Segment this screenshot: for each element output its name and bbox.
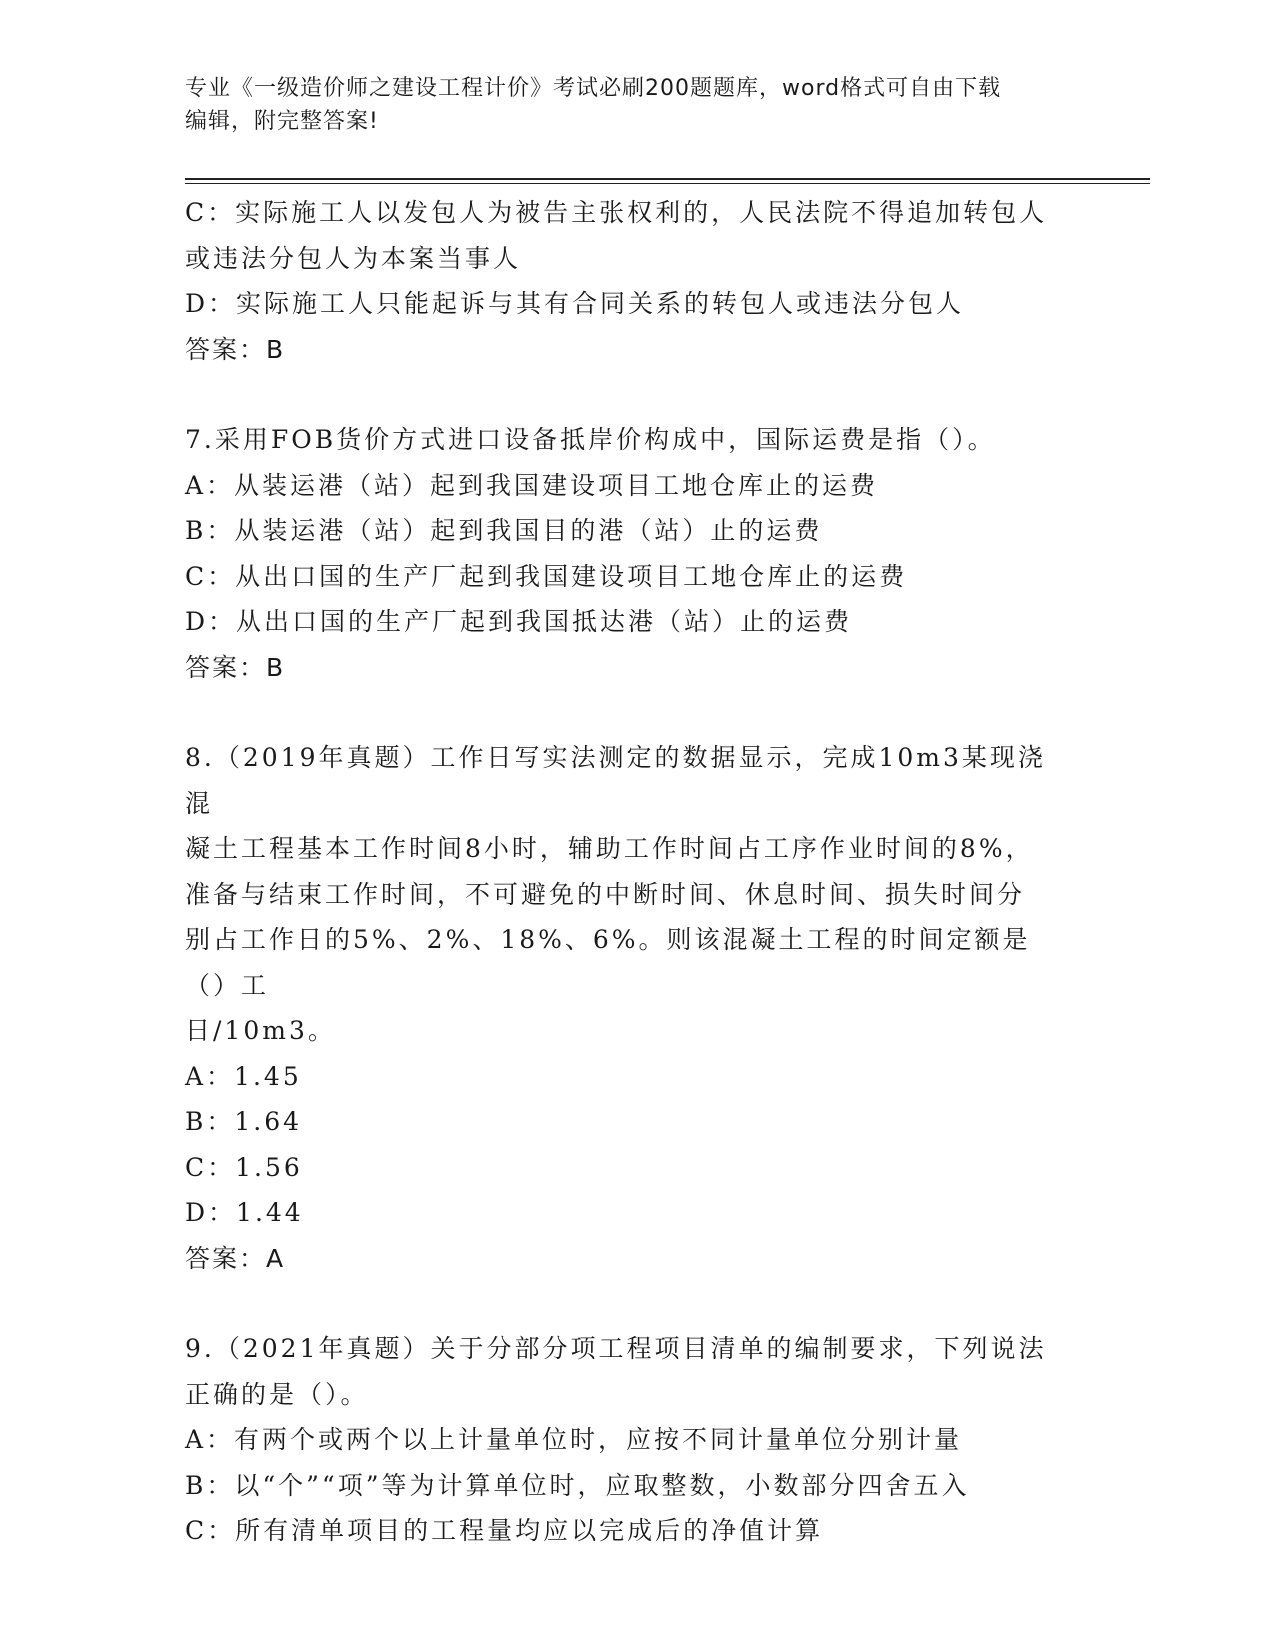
header-rule-thick bbox=[185, 178, 1150, 180]
question-stem-line-4: 别占工作日的5%、2%、18%、6%。则该混凝土工程的时间定额是（）工 bbox=[185, 925, 1031, 1000]
option-a: A：从装运港（站）起到我国建设项目工地仓库止的运费 bbox=[185, 470, 879, 500]
option-a: A：有两个或两个以上计量单位时，应按不同计量单位分别计量 bbox=[185, 1425, 963, 1454]
option-c: C：实际施工人以发包人为被告主张权利的，人民法院不得追加转包人 bbox=[185, 198, 1048, 227]
question-9 bbox=[185, 1326, 1070, 1554]
header-rule-thin bbox=[185, 183, 1150, 184]
option-b: B：1.64 bbox=[185, 1107, 303, 1136]
option-b: B：以“个”“项”等为计算单位时，应取整数，小数部分四舍五入 bbox=[185, 1470, 970, 1500]
option-a: A：1.45 bbox=[185, 1061, 302, 1091]
question-stem-line-1: 8.（2019年真题）工作日写实法测定的数据显示，完成10m3某现浇混 bbox=[185, 743, 1046, 818]
option-c-continued: 或违法分包人为本案当事人 bbox=[185, 243, 522, 273]
option-c: C：从出口国的生产厂起到我国建设项目工地仓库止的运费 bbox=[185, 561, 908, 591]
question-6-tail bbox=[185, 190, 1070, 372]
question-7 bbox=[185, 417, 1070, 690]
question-stem-line-2: 凝土工程基本工作时间8小时，辅助工作时间占工序作业时间的8%， bbox=[185, 834, 1034, 863]
header-line-2: 编辑，附完整答案! bbox=[185, 109, 379, 134]
question-stem-line-1: 9.（2021年真题）关于分部分项工程项目清单的编制要求，下列说法 bbox=[185, 1334, 1047, 1363]
document-header bbox=[185, 72, 1065, 138]
option-c: C：1.56 bbox=[185, 1152, 303, 1182]
spacer bbox=[185, 1281, 1070, 1326]
option-d: D：从出口国的生产厂起到我国抵达港（站）止的运费 bbox=[185, 607, 853, 636]
question-stem: 7.采用FOB货价方式进口设备抵岸价构成中，国际运费是指（）。 bbox=[185, 425, 996, 454]
option-b: B：从装运港（站）起到我国目的港（站）止的运费 bbox=[185, 516, 823, 545]
spacer bbox=[185, 372, 1070, 417]
question-stem-line-3: 准备与结束工作时间，不可避免的中断时间、休息时间、损失时间分 bbox=[185, 879, 1026, 909]
option-d: D：1.44 bbox=[185, 1198, 304, 1227]
question-8 bbox=[185, 735, 1070, 1281]
spacer bbox=[185, 690, 1070, 735]
option-c: C：所有清单项目的工程量均应以完成后的净值计算 bbox=[185, 1516, 824, 1545]
question-stem-line-5: 日/10m3。 bbox=[185, 1016, 336, 1045]
header-line-1: 专业《一级造价师之建设工程计价》考试必刷200题题库，word格式可自由下载 bbox=[185, 76, 1002, 101]
answer-line: 答案：B bbox=[185, 652, 286, 682]
document-body bbox=[185, 190, 1070, 1554]
option-d: D：实际施工人只能起诉与其有合同关系的转包人或违法分包人 bbox=[185, 289, 965, 318]
answer-line: 答案：B bbox=[185, 334, 286, 364]
answer-line: 答案：A bbox=[185, 1243, 286, 1273]
question-stem-line-2: 正确的是（）。 bbox=[185, 1379, 369, 1409]
